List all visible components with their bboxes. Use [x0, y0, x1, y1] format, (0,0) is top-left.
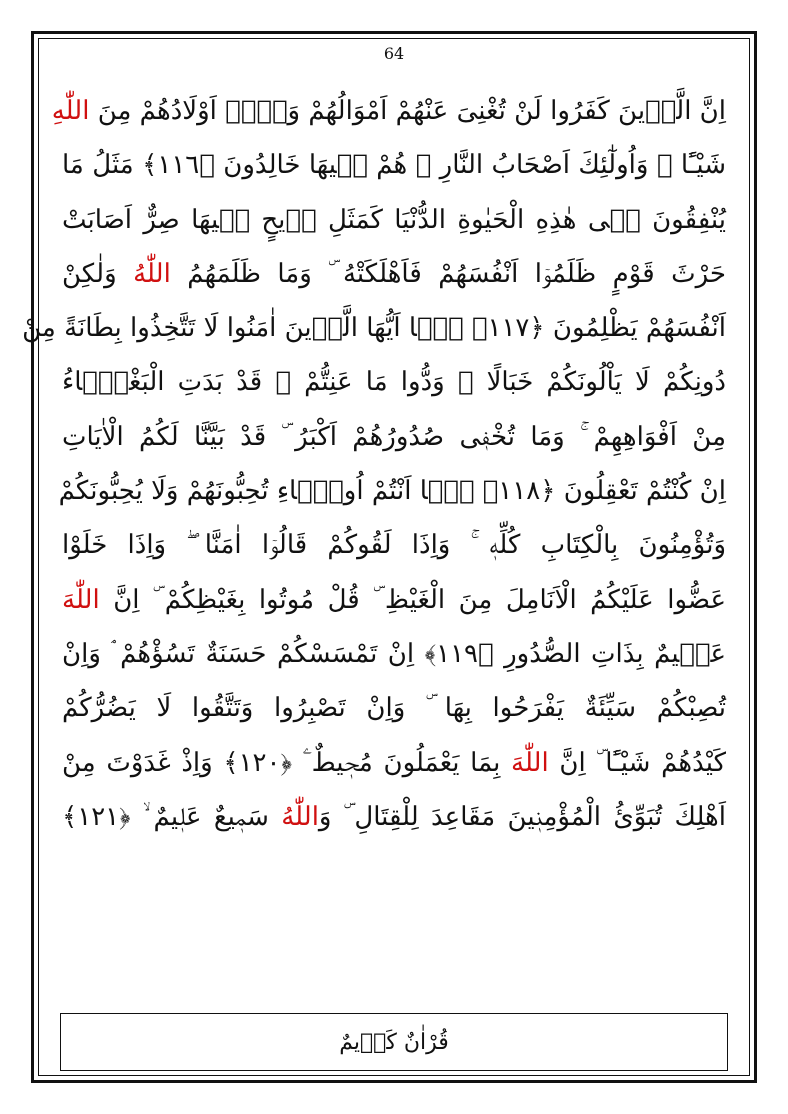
- divine-name: اللّٰهُ: [281, 801, 319, 832]
- verse-text: حَرْثَ قَوْمٍ ظَلَمُوۤا اَنْفُسَهُمْ فَاَهْلَكَتْهُ ۜ وَمَا ظَلَمَهُمُ: [170, 258, 726, 289]
- verse-text: مِنْ اَفْوَاهِهِمْ ۚ وَمَا تُخْفٖى صُدُورُهُمْ اَكْبَرُ ۜ قَدْ بَيَّنَّا لَكُمُ الْاٰيَاتِ: [62, 421, 726, 452]
- verse-text: كَيْدُهُمْ شَيْـًٔا ۜ اِنَّ: [548, 747, 726, 778]
- text-line: [22, 301, 726, 355]
- text-line: [62, 736, 726, 790]
- divine-name: اللّٰهُ: [133, 258, 171, 289]
- verse-text: سَمٖيعٌ عَلٖيمٌ ۙ ﴿١٢١﴾: [62, 801, 282, 832]
- footer-title: قُرْاٰنٌ كَرٖيمٌ: [339, 1029, 449, 1055]
- verse-text: عَضُّوا عَلَيْكُمُ الْاَنَامِلَ مِنَ الْغَيْظِ ۜ قُلْ مُوتُوا بِغَيْظِكُمْ ۜ اِنَّ: [99, 584, 726, 615]
- text-line: [62, 355, 726, 409]
- verse-text: اِنَّ الَّذٖينَ كَفَرُوا لَنْ تُغْنِىَ عَنْهُمْ اَمْوَالُهُمْ وَلَاۤ اَوْلَادُهُمْ مِنَ: [89, 96, 726, 126]
- text-line: [62, 627, 726, 681]
- text-line: [62, 681, 726, 735]
- verse-text: اَنْفُسَهُمْ يَظْلِمُونَ ﴿١١٧﴾ يَۤا اَيُّهَا الَّذٖينَ اٰمَنُوا لَا تَتَّخِذُوا بِطَانَةً مِنْ: [22, 313, 726, 344]
- text-line: [62, 193, 726, 247]
- text-line: [62, 518, 726, 572]
- verse-text: يُنْفِقُونَ فٖى هٰذِهِ الْحَيٰوةِ الدُّنْيَا كَمَثَلِ رٖيحٍ فٖيهَا صِرٌّ اَصَابَتْ: [62, 204, 726, 235]
- verse-text: شَيْـًٔا ۜ وَاُولٰٓئِكَ اَصْحَابُ النَّارِ ۚ هُمْ فٖيهَا خَالِدُونَ ﴿١١٦﴾ مَثَلُ مَا: [62, 150, 727, 181]
- text-line: [62, 138, 726, 192]
- verse-text: تُصِبْكُمْ سَيِّئَةٌ يَفْرَحُوا بِهَا ۜ وَاِنْ تَصْبِرُوا وَتَتَّقُوا لَا يَضُرُّكُمْ: [62, 693, 726, 724]
- text-line: [62, 573, 726, 627]
- text-line: [62, 790, 726, 844]
- page-number: 64: [383, 44, 405, 63]
- quran-text-block: [22, 84, 727, 844]
- text-line: [62, 410, 726, 464]
- verse-text: اَهْلِكَ تُبَوِّئُ الْمُؤْمِنٖينَ مَقَاعِدَ لِلْقِتَالِ ۜ وَ: [318, 801, 726, 832]
- verse-text: دُونِكُمْ لَا يَاْلُونَكُمْ خَبَالًا ۜ وَدُّوا مَا عَنِتُّمْ ۚ قَدْ بَدَتِ الْبَغْضَۤاءُ: [62, 367, 726, 398]
- text-line: [51, 84, 726, 138]
- verse-text: بِمَا يَعْمَلُونَ مُحٖيطٌ ۧ ﴿١٢٠﴾ وَاِذْ غَدَوْتَ مِنْ: [62, 747, 511, 778]
- verse-text: اِنْ كُنْتُمْ تَعْقِلُونَ ﴿١١٨﴾ هَۤا اَنْتُمْ اُولَۤاءِ تُحِبُّونَهُمْ وَلَا يُحِبُّونَكُمْ: [58, 476, 726, 507]
- text-line: [58, 464, 726, 518]
- text-line: [62, 247, 726, 301]
- divine-name: اللّٰهَ: [62, 584, 100, 615]
- divine-name: اللّٰهِ: [51, 96, 90, 126]
- verse-text: عَلٖيمٌ بِذَاتِ الصُّدُورِ ﴿١١٩﴾ اِنْ تَمْسَسْكُمْ حَسَنَةٌ تَسُؤْهُمْ ۘ وَاِنْ: [62, 638, 726, 669]
- verse-text: وَتُؤْمِنُونَ بِالْكِتَابِ كُلِّهٖ ۚ وَاِذَا لَقُوكُمْ قَالُوۤا اٰمَنَّا ۖ وَاِذَا خَلَوْا: [62, 530, 726, 561]
- footer-box: [60, 1013, 728, 1071]
- verse-text: وَلٰكِنْ: [62, 258, 134, 289]
- divine-name: اللّٰهَ: [511, 747, 549, 778]
